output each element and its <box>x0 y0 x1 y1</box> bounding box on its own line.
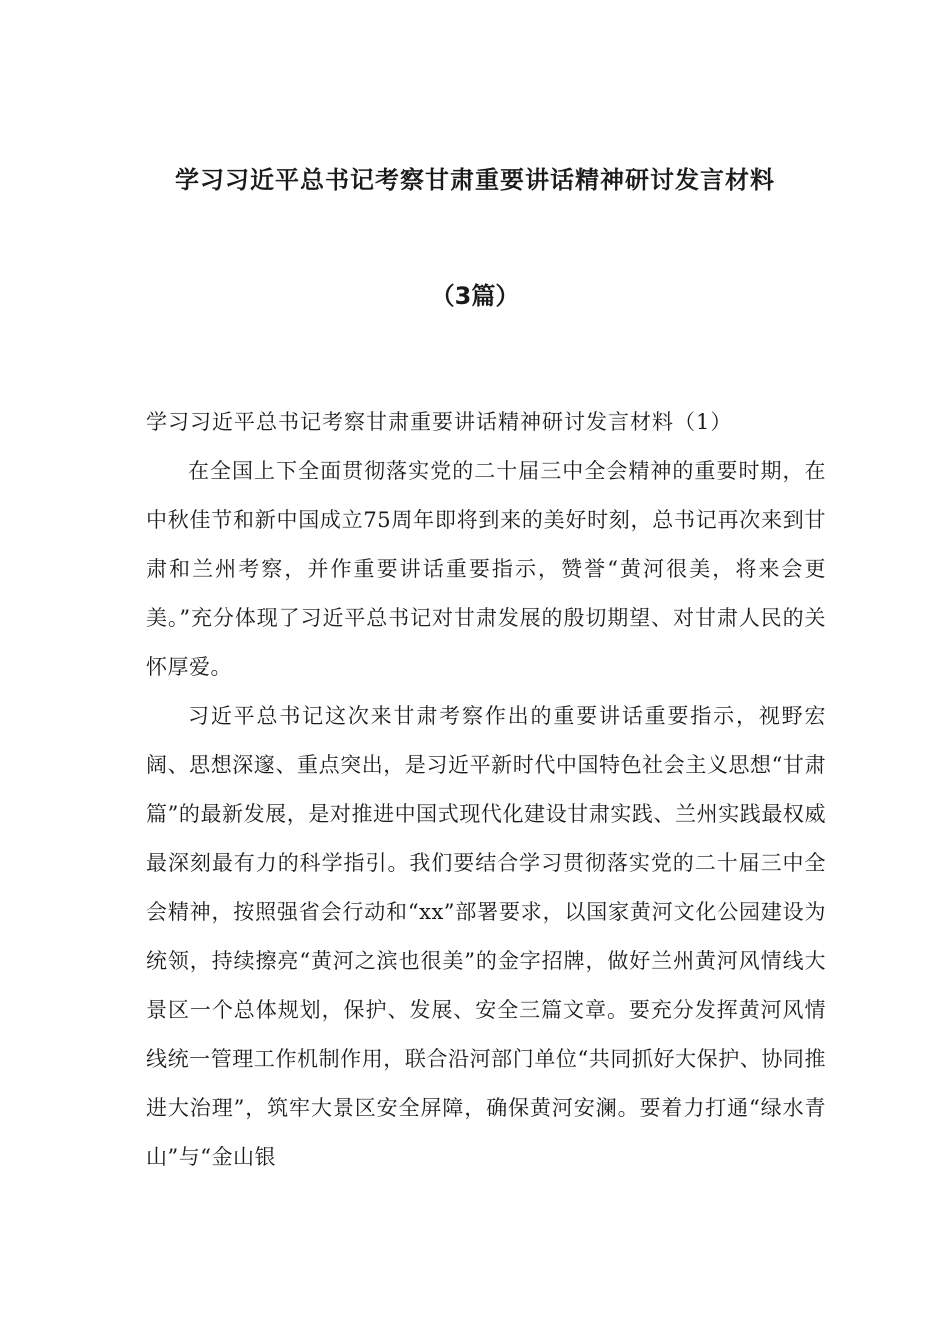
section-heading: 学习习近平总书记考察甘肃重要讲话精神研讨发言材料（1） <box>146 410 733 434</box>
paragraph-1: 在全国上下全面贯彻落实党的二十届三中全会精神的重要时期，在中秋佳节和新中国成立75周年即将到来的美好时刻，总书记再次来到甘肃和兰州考察，并作重要讲话重要指示，赞誉“黄河很美，将来会更美。”充分体现了习近平总书记对甘肃发展的殷切期望、对甘肃人民的关怀厚爱。 <box>146 459 826 679</box>
document-subtitle: （3篇） <box>430 282 520 310</box>
document-body <box>146 398 826 1182</box>
document-title: 学习习近平总书记考察甘肃重要讲话精神研讨发言材料 <box>175 166 775 194</box>
paragraph-2: 习近平总书记这次来甘肃考察作出的重要讲话重要指示，视野宏阔、思想深邃、重点突出，是习近平新时代中国特色社会主义思想“甘肃篇”的最新发展，是对推进中国式现代化建设甘肃实践、兰州实践最权威最深刻最有力的科学指引。我们要结合学习贯彻落实党的二十届三中全会精神，按照强省会行动和“xx”部署要求，以国家黄河文化公园建设为统领，持续擦亮“黄河之滨也很美”的金字招牌，做好兰州黄河风情线大景区一个总体规划，保护、发展、安全三篇文章。要充分发挥黄河风情线统一管理工作机制作用，联合沿河部门单位“共同抓好大保护、协同推进大治理”，筑牢大景区安全屏障，确保黄河安澜。要着力打通“绿水青山”与“金山银 <box>146 704 826 1169</box>
